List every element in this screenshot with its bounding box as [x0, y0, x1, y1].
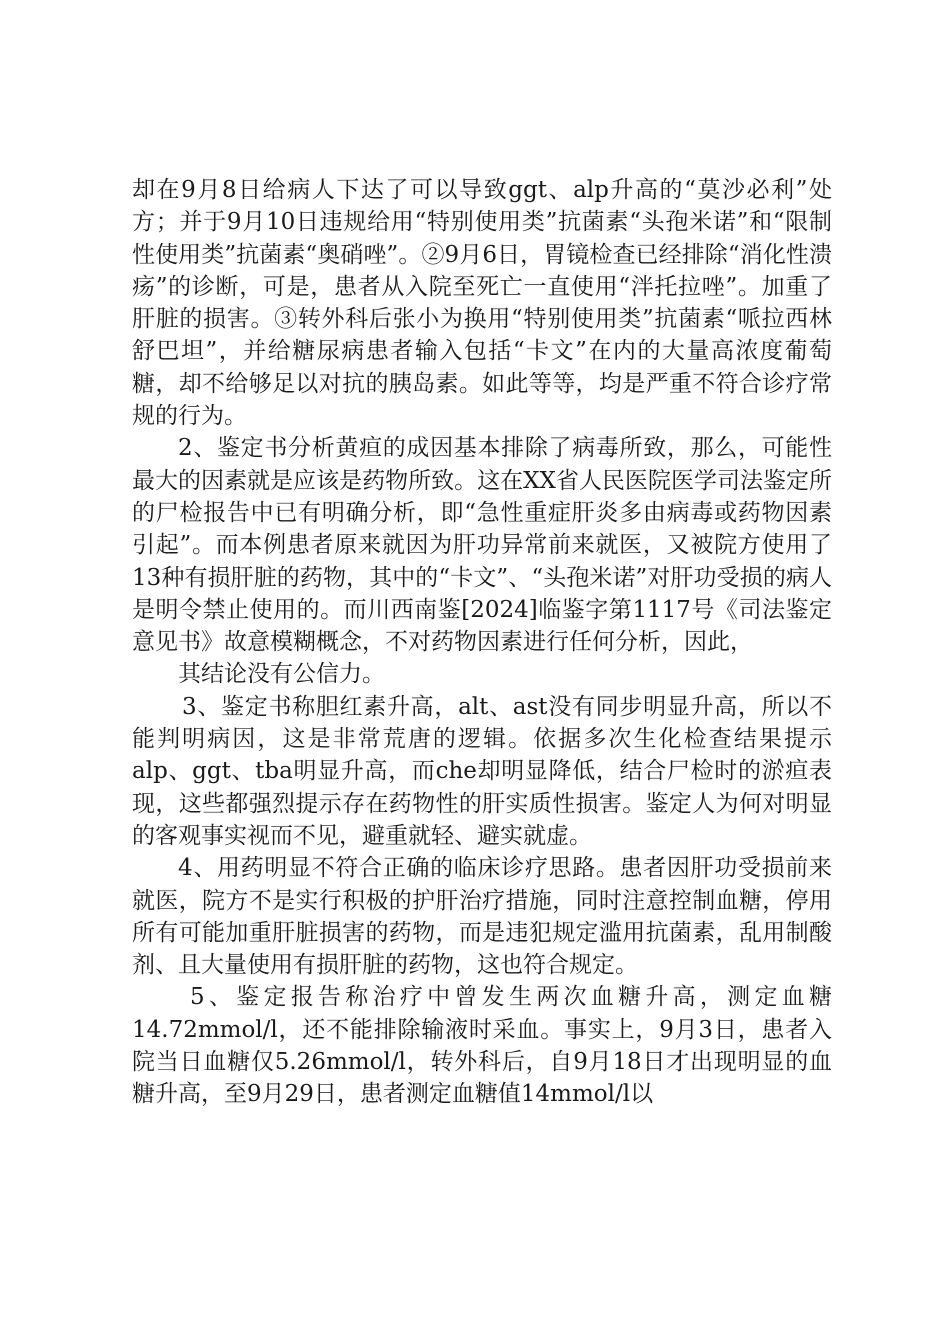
- document-body: [132, 174, 832, 1111]
- paragraph-item-4: 4、用药明显不符合正确的临床诊疗思路。患者因肝功受损前来就医，院方不是实行积极的护肝治疗措施，同时注意控制血糖，停用所有可能加重肝脏损害的药物，而是违犯规定滥用抗菌素，乱用制酸剂、且大量使用有损肝脏的药物，这也符合规定。: [132, 855, 832, 979]
- paragraph-continuation: 却在9月8日给病人下达了可以导致ggt、alp升高的“莫沙必利”处方；并于9月10日违规给用“特别使用类”抗菌素“头孢米诺”和“限制性使用类”抗菌素“奥硝唑”。②9月6日，胃镜检查已经排除“消化性溃疡”的诊断，可是，患者从入院至死亡一直使用“泮托拉唑”。加重了肝脏的损害。③转外科后张小为换用“特别使用类”抗菌素“哌拉西林舒巴坦”，并给糖尿病患者输入包括“卡文”在内的大量高浓度葡萄糖，却不给够足以对抗的胰岛素。如此等等，均是严重不符合诊疗常规的行为。: [132, 177, 832, 430]
- paragraph-item-5: 5、鉴定报告称治疗中曾发生两次血糖升高，测定血糖14.72mmol/l，还不能排除输液时采血。事实上，9月3日，患者入院当日血糖仅5.26mmol/l，转外科后，自9月18日才出现明显的血糖升高，至9月29日，患者测定血糖值14mmol/l以: [132, 984, 832, 1108]
- paragraph-item-2: 2、鉴定书分析黄疸的成因基本排除了病毒所致，那么，可能性最大的因素就是应该是药物所致。这在XX省人民医院医学司法鉴定所的尸检报告中已有明确分析，即“急性重症肝炎多由病毒或药物因素引起”。而本例患者原来就因为肝功异常前来就医，又被院方使用了13种有损肝脏的药物，其中的“卡文”、“头孢米诺”对肝功受损的病人是明令禁止使用的。而川西南鉴[2024]临鉴字第1117号《司法鉴定意见书》故意模糊概念，不对药物因素进行任何分析，因此，: [132, 435, 832, 656]
- paragraph-item-2-conclusion: 其结论没有公信力。: [178, 661, 385, 688]
- paragraph-item-3: 3、鉴定书称胆红素升高，alt、ast没有同步明显升高，所以不能判明病因，这是非常荒唐的逻辑。依据多次生化检查结果提示alp、ggt、tba明显升高，而che却明显降低，结合尸检时的淤疸表现，这些都强烈提示存在药物性的肝实质性损害。鉴定人为何对明显的客观事实视而不见，避重就轻、避实就虚。: [132, 693, 832, 849]
